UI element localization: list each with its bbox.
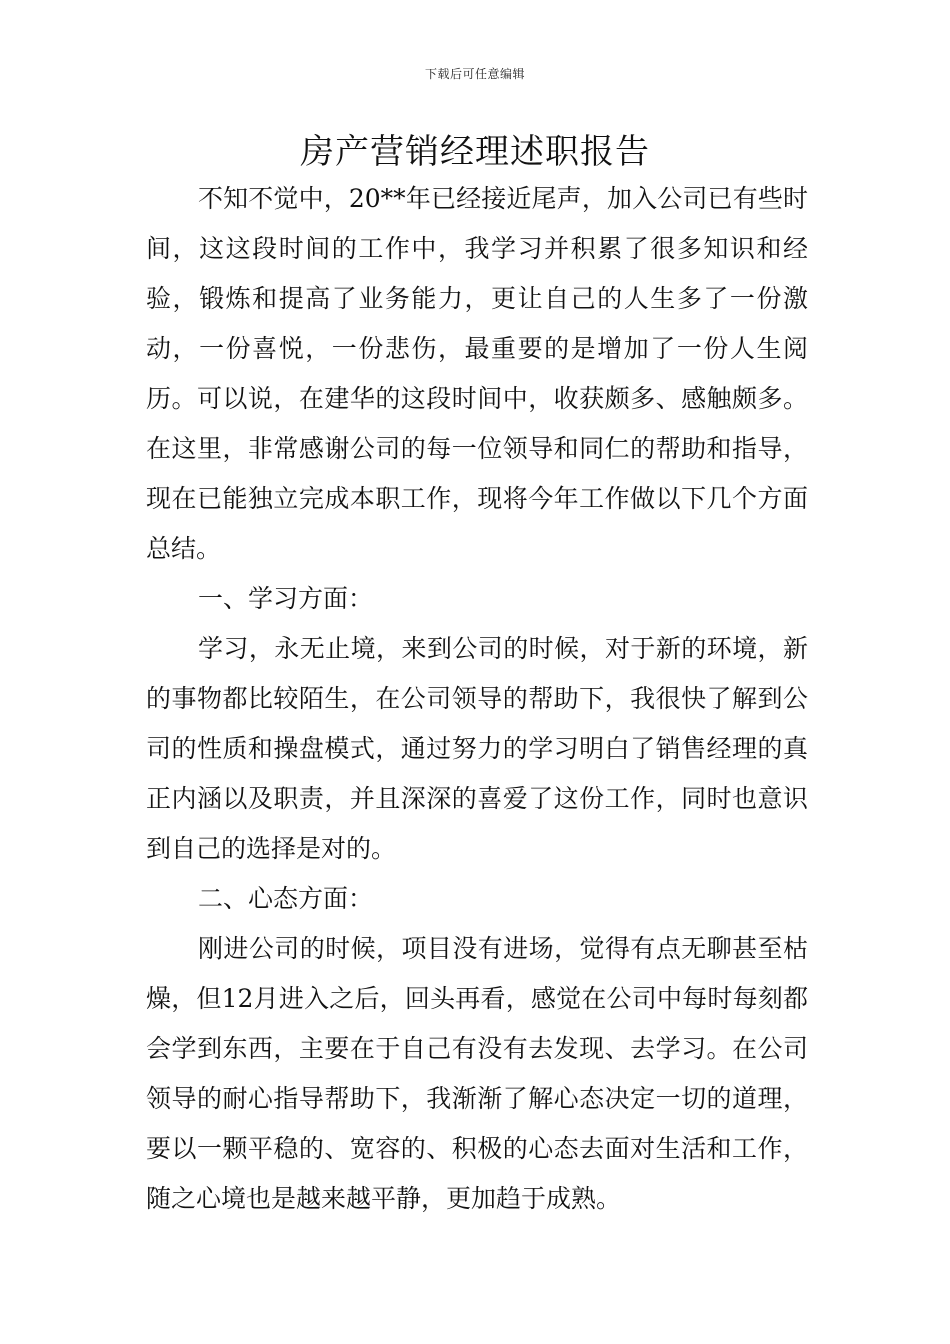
- section-heading-mindset: 二、心态方面：: [198, 884, 374, 913]
- section-heading-study: 一、学习方面：: [198, 584, 374, 613]
- header-note: 下载后可任意编辑: [424, 67, 525, 81]
- section-body-mindset: 刚进公司的时候，项目没有进场，觉得有点无聊甚至枯燥，但12月进入之后，回头再看，感觉在公司中每时每刻都会学到东西，主要在于自己有没有去发现、去学习。在公司领导的耐心指导帮助下，我渐渐了解心态决定一切的道理，要以一颗平稳的、宽容的、积极的心态去面对生活和工作，随之心境也是越来越平静，更加趋于成熟。: [146, 934, 808, 1213]
- section-body-study: 学习，永无止境，来到公司的时候，对于新的环境，新的事物都比较陌生，在公司领导的帮助下，我很快了解到公司的性质和操盘模式，通过努力的学习明白了销售经理的真正内涵以及职责，并且深深的喜爱了这份工作，同时也意识到自己的选择是对的。: [146, 634, 808, 863]
- intro-paragraph: 不知不觉中，20**年已经接近尾声，加入公司已有些时间，这这段时间的工作中，我学习并积累了很多知识和经验，锻炼和提高了业务能力，更让自己的人生多了一份激动，一份喜悦，一份悲伤，最重要的是增加了一份人生阅历。可以说，在建华的这段时间中，收获颇多、感触颇多。在这里，非常感谢公司的每一位领导和同仁的帮助和指导，现在已能独立完成本职工作，现将今年工作做以下几个方面总结。: [146, 184, 808, 563]
- document-title: 房产营销经理述职报告: [300, 132, 650, 172]
- document-body: [146, 174, 808, 1224]
